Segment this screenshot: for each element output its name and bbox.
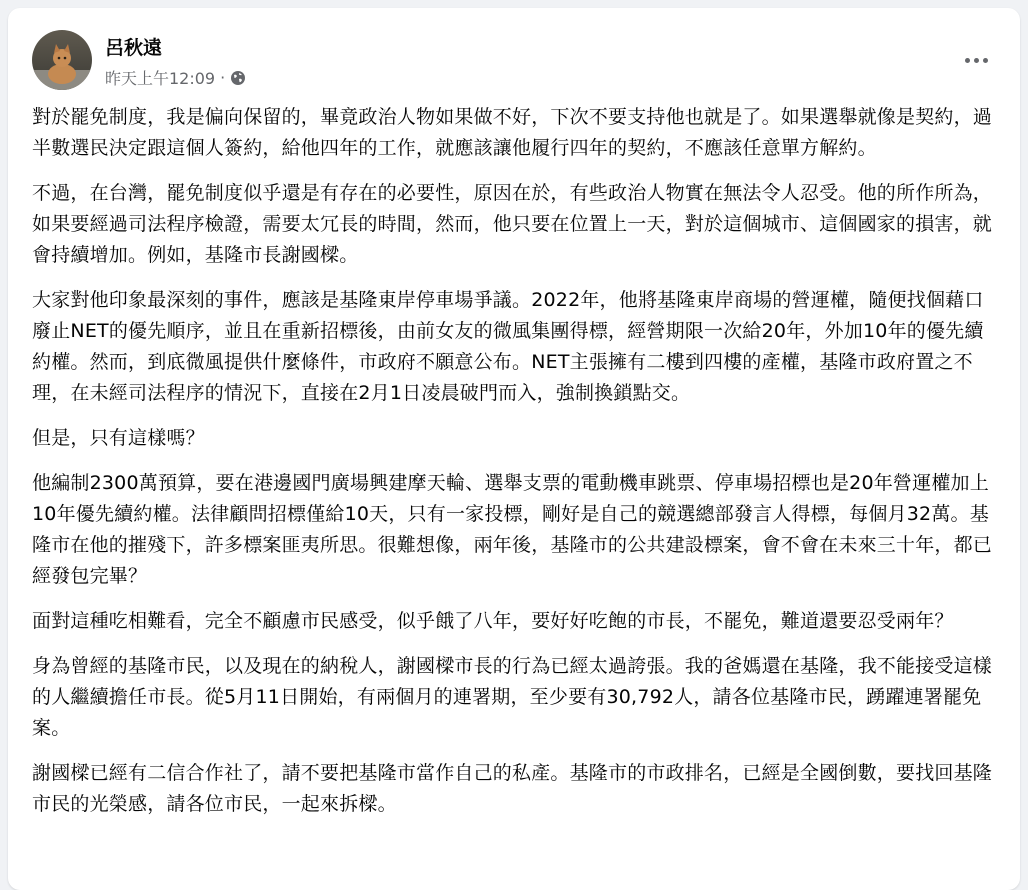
meta-separator: · [220,68,226,87]
avatar[interactable] [32,30,92,90]
post-header [32,30,996,94]
globe-icon[interactable] [230,70,246,86]
post-body [32,102,1002,834]
post-paragraph: 謝國樑已經有二信合作社了，請不要把基隆市當作自己的私產。基隆市的市政排名，已經是全國倒數，要找回基隆市民的光榮感，請各位市民，一起來拆樑。 [32,762,993,815]
post-meta [105,66,246,89]
more-dot [974,58,979,63]
more-horizontal-icon [965,58,970,63]
post-paragraph: 面對這種吃相難看，完全不顧慮市民感受，似乎餓了八年，要好好吃飽的市長，不罷免，難道還要忍受兩年？ [32,610,954,632]
avatar-cat-image [32,30,92,90]
post-paragraph: 大家對他印象最深刻的事件，應該是基隆東岸停車場爭議。2022年，他將基隆東岸商場的營運權，隨便找個藉口廢止NET的優先順序，並且在重新招標後，由前女友的微風集團得標，經營期限一次給20年，外加10年的優先續約權。然而，到底微風提供什麼條件，市政府不願意公布。NET主張擁有二樓到四樓的產權，基隆市政府置之不理，在未經司法程序的情況下，直接在2月1日凌晨破門而入，強制換鎖點交。 [32,289,984,404]
post-card [8,8,1020,890]
post-paragraph: 不過，在台灣，罷免制度似乎還是有存在的必要性，原因在於，有些政治人物實在無法令人忍受。他的所作所為，如果要經過司法程序檢證，需要太冗長的時間，然而，他只要在位置上一天，對於這個城市、這個國家的損害，就會持續增加。例如，基隆市長謝國樑。 [32,182,993,266]
post-timestamp[interactable]: 昨天上午12:09 [105,69,216,88]
author-name[interactable]: 呂秋遠 [105,37,163,59]
more-options-button[interactable] [956,40,996,80]
post-paragraph: 他編制2300萬預算，要在港邊國門廣場興建摩天輪、選舉支票的電動機車跳票、停車場招標也是20年營運權加上10年優先續約權。法律顧問招標僅給10天，只有一家投標，剛好是自己的競選總部發言人得標，每個月32萬。基隆市在他的摧殘下，許多標案匪夷所思。很難想像，兩年後，基隆市的公共建設標案，會不會在未來三十年，都已經發包完畢？ [32,472,993,587]
post-paragraph: 身為曾經的基隆市民，以及現在的納稅人，謝國樑市長的行為已經太過誇張。我的爸媽還在基隆，我不能接受這樣的人繼續擔任市長。從5月11日開始，有兩個月的連署期，至少要有30,792人，請各位基隆市民，踴躍連署罷免案。 [32,655,993,739]
post-paragraph: 對於罷免制度，我是偏向保留的，畢竟政治人物如果做不好，下次不要支持他也就是了。如果選舉就像是契約，過半數選民決定跟這個人簽約，給他四年的工作，就應該讓他履行四年的契約，不應該任意單方解約。 [32,106,993,159]
more-dot [983,58,988,63]
post-paragraph: 但是，只有這樣嗎？ [32,427,205,449]
